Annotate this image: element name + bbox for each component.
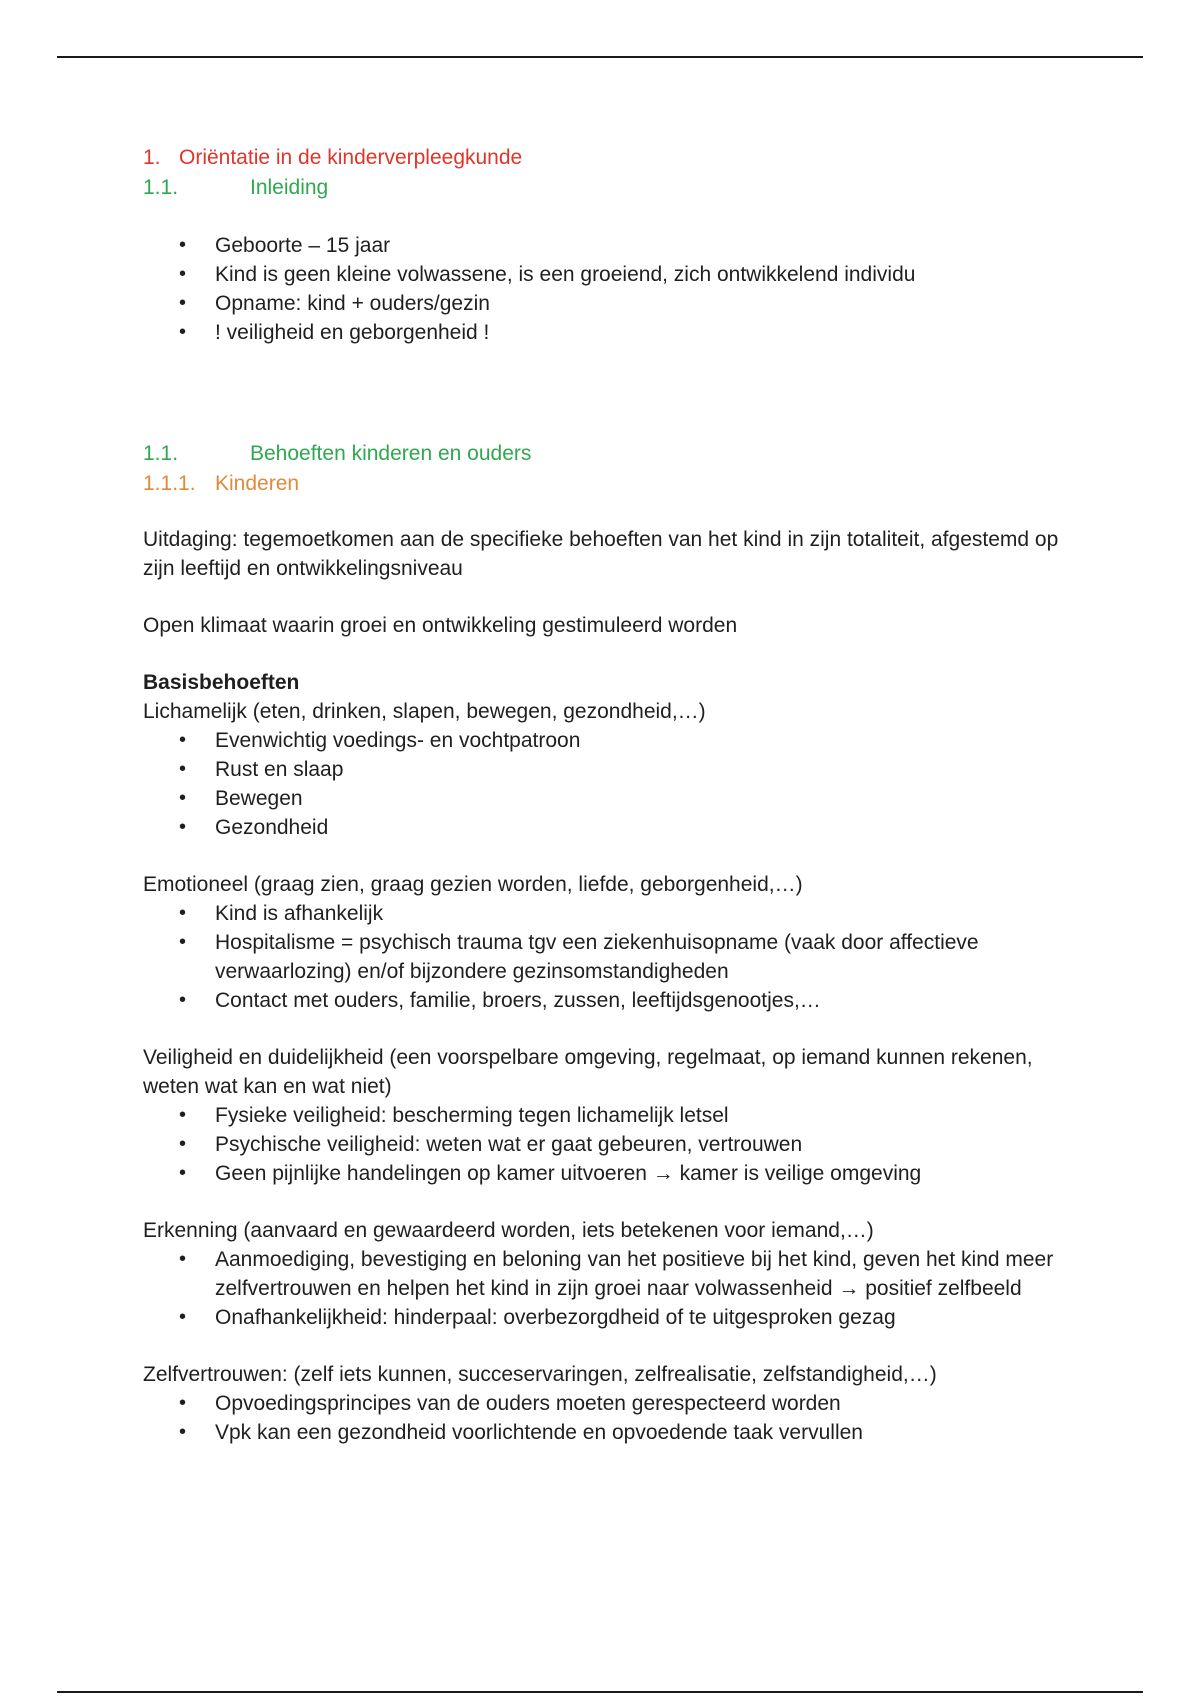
list-erkenning [143,1245,1063,1332]
group-intro-emotioneel: Emotioneel (graag zien, graag gezien worden, liefde, geborgenheid,…) [143,873,803,896]
heading-inleiding-text: Inleiding [250,176,329,199]
heading-behoeften-number: 1.1. [143,442,179,465]
list-item: • Fysieke veiligheid: bescherming tegen lichamelijk letsel [143,1101,1063,1130]
basisbehoeften-heading: Basisbehoeften [143,671,300,694]
list-item: • Vpk kan een gezondheid voorlichtende en opvoedende taak vervullen [143,1418,1063,1447]
heading-1 [143,143,1063,173]
list-item: • Hospitalisme = psychisch trauma tgv een ziekenhuisopname (vaak door affectieve verwaarlozing) en/of bijzondere gezinsomstandigheden [143,928,1063,986]
list-item: • Geen pijnlijke handelingen op kamer uitvoeren → kamer is veilige omgeving [143,1159,1063,1188]
list-item: • Onafhankelijkheid: hinderpaal: overbezorgdheid of te uitgesproken gezag [143,1303,1063,1332]
heading-kinderen-text: Kinderen [215,472,300,495]
list-item: • Gezondheid [143,813,1063,842]
header-rule [57,56,1143,58]
list-item: • Aanmoediging, bevestiging en beloning van het positieve bij het kind, geven het kind meer zelfvertrouwen en helpen het kind in zijn groei naar volwassenheid → positief zelfbeeld [143,1245,1063,1303]
heading-inleiding [143,173,1063,203]
list-lichamelijk [143,726,1063,842]
paragraph-uitdaging: Uitdaging: tegemoetkomen aan de specifieke behoeften van het kind in zijn totaliteit, afgestemd op zijn leeftijd en ontwikkelingsniveau [143,528,1059,580]
list-veiligheid [143,1101,1063,1188]
heading-kinderen [143,469,1063,497]
list-item: • Opvoedingsprincipes van de ouders moeten gerespecteerd worden [143,1389,1063,1418]
heading-behoeften-text: Behoeften kinderen en ouders [250,442,532,465]
heading-1-text: Oriëntatie in de kinderverpleegkunde [179,146,523,169]
list-item: • Kind is geen kleine volwassene, is een groeiend, zich ontwikkelend individu [143,260,1063,289]
intro-list [143,231,1063,347]
group-intro-lichamelijk: Lichamelijk (eten, drinken, slapen, bewegen, gezondheid,…) [143,700,706,723]
list-item: • Kind is afhankelijk [143,899,1063,928]
heading-1-number: 1. [143,146,161,169]
group-intro-veiligheid: Veiligheid en duidelijkheid (een voorspelbare omgeving, regelmaat, op iemand kunnen rekenen, weten wat kan en wat niet) [143,1046,1033,1098]
heading-kinderen-number: 1.1.1. [143,472,196,495]
list-item: • Evenwichtig voedings- en vochtpatroon [143,726,1063,755]
group-intro-erkenning: Erkenning (aanvaard en gewaardeerd worden, iets betekenen voor iemand,…) [143,1219,874,1242]
paragraph-open-klimaat: Open klimaat waarin groei en ontwikkeling gestimuleerd worden [143,614,738,637]
group-intro-zelfvertrouwen: Zelfvertrouwen: (zelf iets kunnen, succeservaringen, zelfrealisatie, zelfstandigheid,…) [143,1363,937,1386]
list-emotioneel [143,899,1063,1015]
list-item: • ! veiligheid en geborgenheid ! [143,318,1063,347]
footer-rule [57,1691,1143,1693]
list-item: • Rust en slaap [143,755,1063,784]
list-item: • Psychische veiligheid: weten wat er gaat gebeuren, vertrouwen [143,1130,1063,1159]
heading-inleiding-number: 1.1. [143,176,179,199]
list-item: • Bewegen [143,784,1063,813]
list-item: • Contact met ouders, familie, broers, zussen, leeftijdsgenootjes,… [143,986,1063,1015]
list-item: • Opname: kind + ouders/gezin [143,289,1063,318]
heading-behoeften [143,439,1063,469]
list-zelfvertrouwen [143,1389,1063,1447]
list-item: • Geboorte – 15 jaar [143,231,1063,260]
document-page [143,143,1063,1447]
